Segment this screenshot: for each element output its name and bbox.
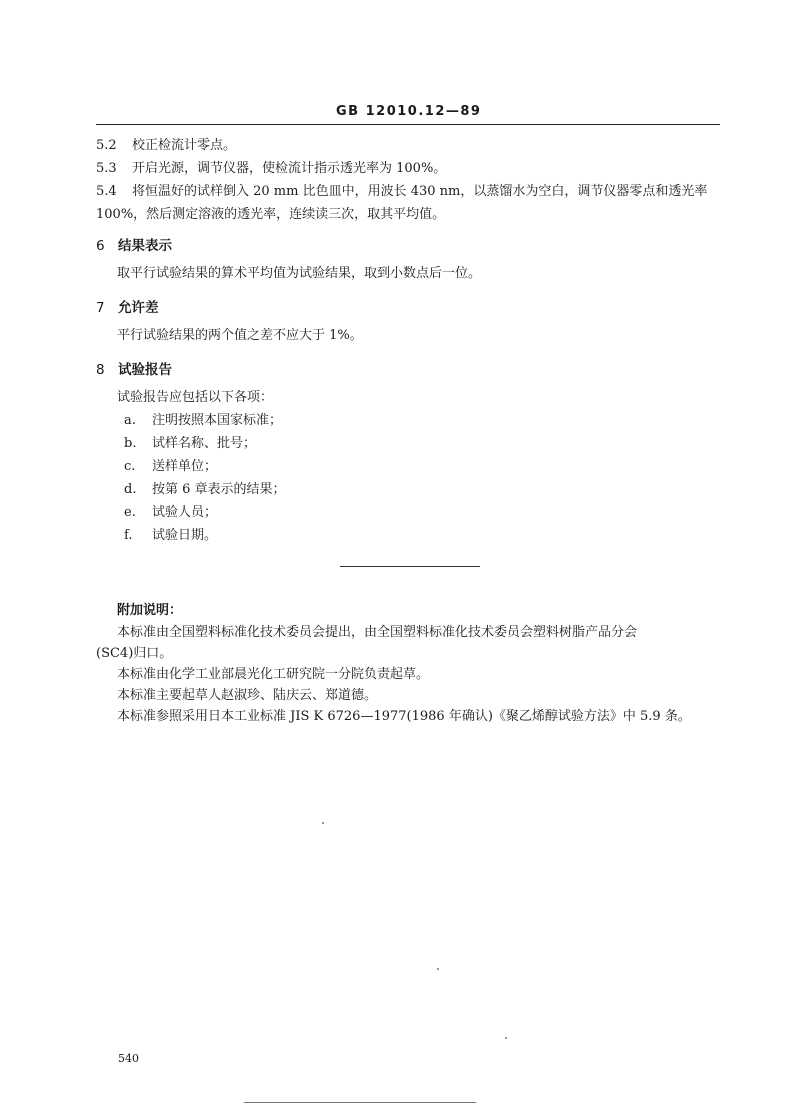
report-item-a: [124, 412, 282, 429]
step-number: 5.3: [96, 161, 117, 176]
note-line-1-continuation: (SC4)归口。: [96, 646, 173, 661]
header-rule: [96, 124, 720, 125]
step-5-2: [96, 137, 236, 154]
section-7-heading: [96, 296, 159, 316]
section-6-heading: [96, 234, 172, 254]
report-item-c: [124, 458, 217, 475]
section-title: 允许差: [118, 300, 159, 316]
item-label: d.: [124, 482, 137, 497]
section-8-heading: [96, 358, 172, 378]
item-label: b.: [124, 436, 137, 451]
note-line-1: 本标准由全国塑料标准化技术委员会提出，由全国塑料标准化技术委员会塑料树脂产品分会: [117, 625, 638, 640]
item-text: 注明按照本国家标准；: [152, 413, 283, 428]
scan-speck: [505, 1037, 507, 1039]
section-7-body: 平行试验结果的两个值之差不应大于 1%。: [117, 328, 363, 343]
section-title: 试验报告: [118, 362, 172, 378]
item-text: 试样名称、批号；: [152, 436, 257, 451]
report-item-d: [124, 481, 286, 498]
step-text: 校正检流计零点。: [132, 138, 237, 153]
report-item-e: [124, 504, 217, 521]
notes-title: 附加说明：: [117, 603, 183, 618]
standard-header: GB 12010.12—89: [336, 104, 482, 119]
section-number: 7: [96, 300, 105, 316]
step-5-4: [96, 183, 707, 200]
bottom-rule: [244, 1102, 476, 1103]
item-text: 按第 6 章表示的结果；: [152, 482, 286, 497]
step-number: 5.2: [96, 138, 117, 153]
scan-speck: [437, 968, 439, 970]
section-divider: [340, 566, 480, 567]
section-6-body: 取平行试验结果的算术平均值为试验结果，取到小数点后一位。: [117, 266, 482, 281]
item-text: 试验日期。: [152, 528, 218, 543]
item-label: f.: [124, 528, 133, 543]
step-text: 将恒温好的试样倒入 20 mm 比色皿中，用波长 430 nm，以蒸馏水为空白，调节仪器零点和透光率: [132, 184, 708, 199]
step-5-3: [96, 160, 446, 177]
section-title: 结果表示: [118, 238, 172, 254]
note-line-3: 本标准主要起草人赵淑珍、陆庆云、郑道德。: [117, 688, 378, 703]
report-item-b: [124, 435, 256, 452]
item-label: a.: [124, 413, 136, 428]
section-number: 8: [96, 362, 105, 378]
page-number: 540: [118, 1052, 139, 1065]
note-line-2: 本标准由化学工业部晨光化工研究院一分院负责起草。: [117, 667, 430, 682]
note-line-4: 本标准参照采用日本工业标准 JIS K 6726—1977(1986 年确认)《聚乙烯醇试验方法》中 5.9 条。: [117, 709, 691, 724]
item-label: e.: [124, 505, 136, 520]
report-item-f: [124, 527, 217, 544]
step-text: 开启光源，调节仪器，使检流计指示透光率为 100%。: [132, 161, 447, 176]
item-label: c.: [124, 459, 136, 474]
step-number: 5.4: [96, 184, 117, 199]
scan-speck: [322, 822, 324, 824]
item-text: 送样单位；: [152, 459, 218, 474]
section-8-intro: 试验报告应包括以下各项：: [117, 390, 274, 405]
step-5-4-continuation: 100%，然后测定溶液的透光率，连续读三次，取其平均值。: [96, 207, 446, 222]
section-number: 6: [96, 238, 105, 254]
item-text: 试验人员；: [152, 505, 218, 520]
